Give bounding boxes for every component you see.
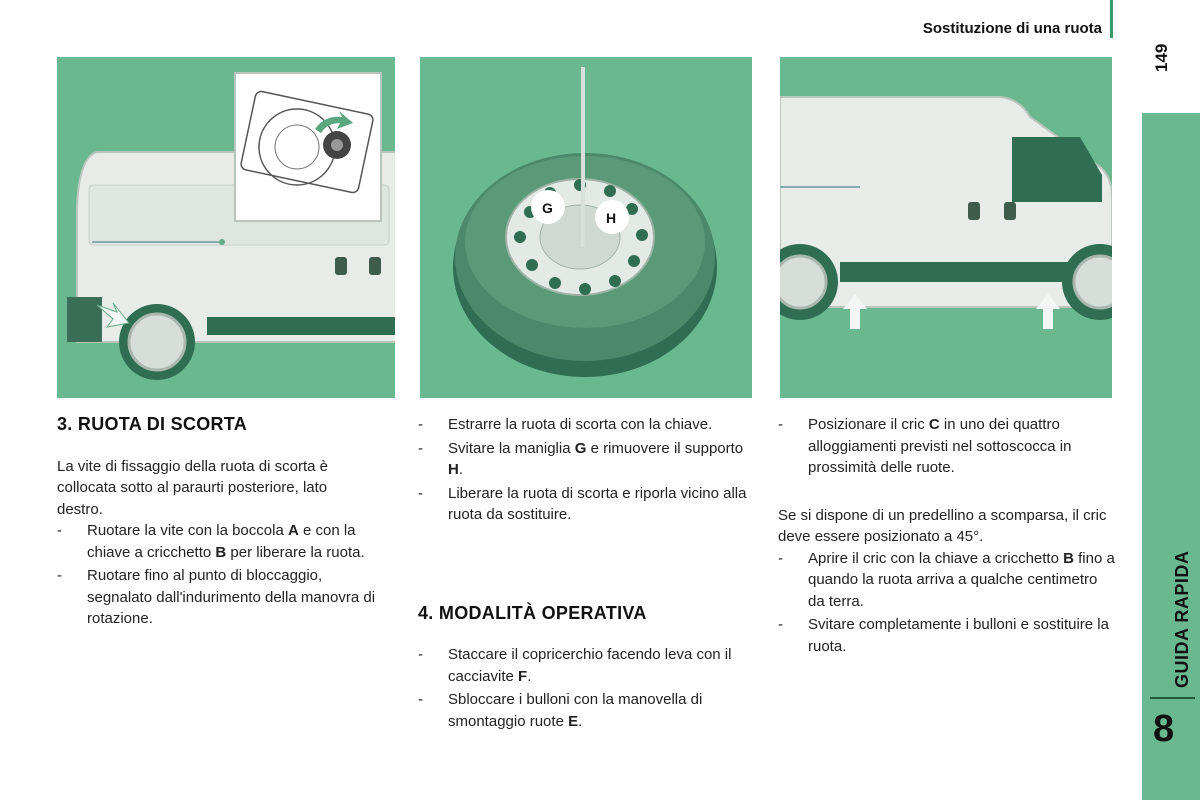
chapter-number: 8 [1153,708,1175,750]
list-item-text: per liberare la ruota. [226,543,365,561]
list-item-text: Aprire il cric con la chiave a cricchetto [808,549,1064,567]
list-item [418,689,753,732]
list-item-text: e rimuovere il supporto [586,439,744,457]
bullet-dash: - [57,567,62,584]
column-wheel-removal [418,414,753,734]
bullet-list [418,644,753,732]
bullet-dash: - [778,549,783,567]
list-item-text: Ruotare fino al punto di bloccaggio, segnalato dall'indurimento della manovra di rotazione. [87,567,376,627]
heading-operating-mode: 4. MODALITÀ OPERATIVA [418,602,647,623]
bullet-dash: - [778,616,783,633]
list-item-text: Svitare completamente i bulloni e sostituire la ruota. [808,616,1109,655]
bullet-dash: - [418,691,423,708]
bullet-list [778,414,1118,479]
chapter-tab-divider [1150,697,1195,699]
list-item-text: fino a quando la ruota arriva a qualche centimetro da terra. [808,549,1115,610]
reference-letter: A [287,522,299,539]
list-item-text: . [527,667,532,685]
page-number: 149 [1152,43,1171,72]
list-item-text: Sbloccare i bulloni con la manovella di smontaggio ruote [448,691,703,730]
bullet-dash: - [418,484,423,502]
header-divider [1110,0,1113,38]
wheel-label-h: H [606,210,617,226]
reference-letter: F [518,667,528,685]
intro-paragraph: Se si dispone di un predellino a scomparsa, il cric deve essere posizionato a 45°. [778,506,1107,545]
list-item [778,414,1118,479]
list-item-text: Liberare la ruota di scorta e riporla vicino alla ruota da sostituire. [448,484,747,523]
reference-letter: G [574,439,587,457]
list-item [778,614,1118,657]
bullet-dash: - [418,646,423,663]
reference-letter: B [1063,549,1074,567]
list-item [57,565,377,630]
reference-letter: H [448,461,459,478]
bullet-list [57,520,377,630]
list-item [418,414,753,436]
bullet-dash: - [418,439,423,457]
list-item-text: Ruotare la vite con la boccola [87,522,288,539]
list-item-text: Posizionare il cric [808,416,929,433]
illustration-spare-wheel [420,57,752,398]
chapter-tab-label: GUIDA RAPIDA [1172,550,1192,688]
column-jack [778,414,1118,659]
list-item-text: Estrarre la ruota di scorta con la chiave. [448,416,713,433]
list-item-text: . [578,712,583,730]
list-item-text: Staccare il copricerchio facendo leva con il cacciavite [448,646,732,685]
heading-spare-wheel: 3. RUOTA DI SCORTA [57,414,248,434]
list-item [778,548,1118,613]
bullet-dash: - [57,522,62,539]
section-title: Sostituzione di una ruota [922,20,1102,37]
list-item [57,520,377,563]
intro-paragraph: La vite di fissaggio della ruota di scorta è collocata sotto al paraurti posteriore, lato destro. [57,457,328,518]
bullet-list [778,548,1118,658]
column-spare-wheel [57,414,377,632]
list-item-text: . [458,461,464,478]
bullet-dash: - [778,416,783,433]
bullet-dash: - [418,416,423,433]
list-item [418,438,753,481]
list-item-text: Svitare la maniglia [448,439,575,457]
wheel-label-g: G [542,200,553,216]
list-item [418,483,753,526]
reference-letter: B [215,543,227,561]
list-item-text: e con la chiave a cricchetto [87,522,356,561]
list-item-text: in uno dei quattro alloggiamenti previsti nel sottoscocca in prossimità delle ruote. [808,416,1072,476]
illustration-rear-van [57,57,395,398]
bullet-list [418,414,753,526]
reference-letter: E [568,712,579,730]
list-item [418,644,753,687]
illustration-jack-points [780,57,1112,398]
reference-letter: C [928,416,940,433]
